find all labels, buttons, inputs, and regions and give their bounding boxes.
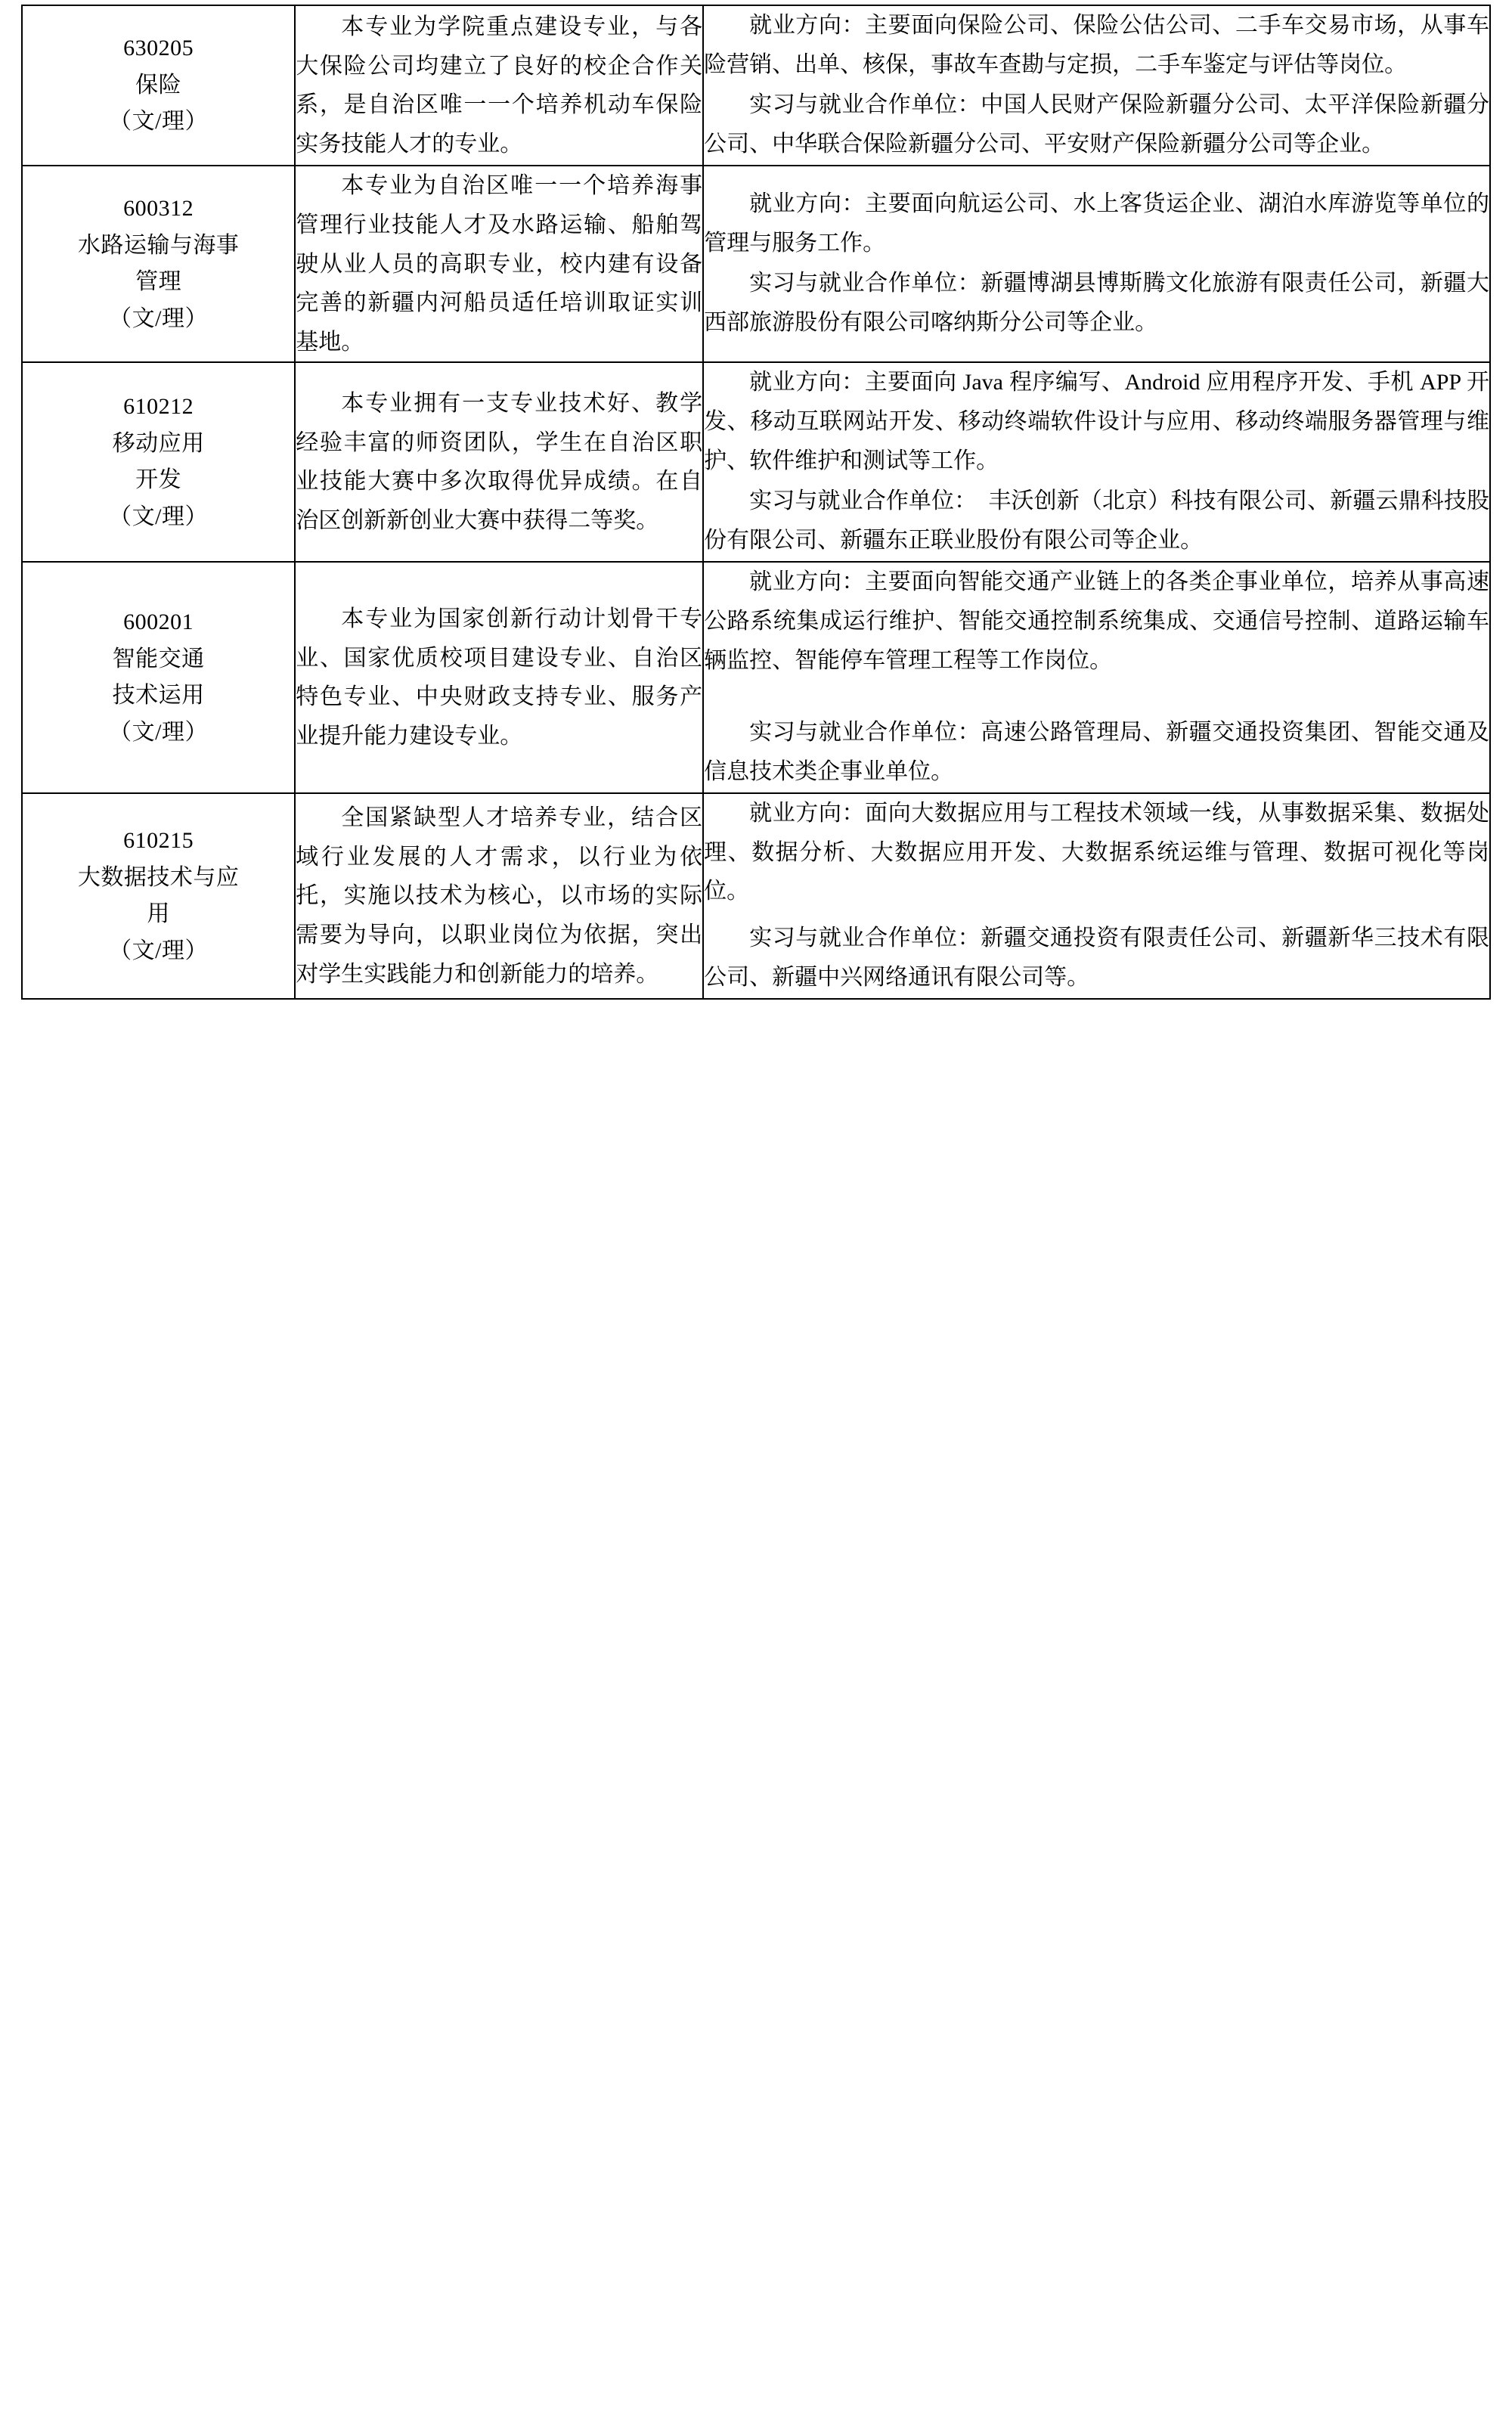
major-name-line-2: 开发 — [135, 467, 182, 493]
employment-partners: 实习与就业合作单位：中国人民财产保险新疆分公司、太平洋保险新疆分公司、中华联合保险新疆分公司、平安财产保险新疆分公司等企业。 — [704, 92, 1489, 157]
table-row — [22, 362, 1490, 562]
major-feature-cell — [295, 362, 703, 562]
major-category-line: （文/理） — [109, 504, 209, 529]
employment-direction: 就业方向：主要面向 Java 程序编写、Android 应用程序开发、手机 APP 开发、移动互联网站开发、移动终端软件设计与应用、移动终端服务器管理与维护、软件维护和测试等工作。 — [704, 370, 1489, 473]
major-category-line: （文/理） — [109, 305, 209, 331]
major-employment-cell — [703, 166, 1490, 362]
major-name-line: 大数据技术与应 — [77, 864, 240, 890]
major-code-cell — [22, 793, 295, 999]
major-code-line: 610215 — [123, 828, 194, 854]
employment-direction: 就业方向：主要面向智能交通产业链上的各类企事业单位，培养从事高速公路系统集成运行维护、智能交通控制系统集成、交通信号控制、道路运输车辆监控、智能停车管理工程等工作岗位。 — [704, 569, 1489, 673]
major-feature-cell — [295, 5, 703, 166]
table-row — [22, 5, 1490, 166]
major-employment-cell — [703, 793, 1490, 999]
major-feature-cell — [295, 793, 703, 999]
major-name-line: 水路运输与海事 — [77, 232, 240, 258]
major-category-line: （文/理） — [109, 719, 209, 745]
major-feature-text: 本专业为国家创新行动计划骨干专业、国家优质校项目建设专业、自治区特色专业、中央财政支持专业、服务产业提升能力建设专业。 — [296, 606, 703, 749]
major-employment-cell — [703, 562, 1490, 793]
major-name-line: 移动应用 — [112, 430, 205, 456]
major-name-line-2: 管理 — [135, 269, 182, 295]
major-name-line-2: 技术运用 — [112, 683, 205, 709]
employment-partners: 实习与就业合作单位：高速公路管理局、新疆交通投资集团、智能交通及信息技术类企事业单位。 — [704, 720, 1489, 784]
major-category-line: （文/理） — [109, 938, 209, 963]
major-code-line: 610212 — [123, 394, 194, 420]
major-code-cell — [22, 562, 295, 793]
major-feature-cell — [295, 562, 703, 793]
employment-partners: 实习与就业合作单位：新疆交通投资有限责任公司、新疆新华三技术有限公司、新疆中兴网络通讯有限公司等。 — [704, 926, 1489, 990]
employment-partners: 实习与就业合作单位： 丰沃创新（北京）科技有限公司、新疆云鼎科技股份有限公司、新疆东正联业股份有限公司等企业。 — [704, 488, 1489, 553]
employment-partners: 实习与就业合作单位：新疆博湖县博斯腾文化旅游有限责任公司，新疆大西部旅游股份有限公司喀纳斯分公司等企业。 — [704, 271, 1489, 335]
table-body — [22, 5, 1490, 999]
major-name-line: 保险 — [135, 72, 182, 98]
major-code-cell — [22, 166, 295, 362]
document-page — [0, 0, 1512, 1015]
table-row — [22, 562, 1490, 793]
major-code-line: 630205 — [123, 36, 194, 61]
major-code-line: 600201 — [123, 609, 194, 635]
major-name-line-2: 用 — [147, 901, 170, 927]
major-feature-text: 本专业拥有一支专业技术好、教学经验丰富的师资团队，学生在自治区职业技能大赛中多次取得优异成绩。在自治区创新新创业大赛中获得二等奖。 — [296, 391, 703, 533]
major-employment-cell — [703, 362, 1490, 562]
major-employment-cell — [703, 5, 1490, 166]
employment-direction: 就业方向：面向大数据应用与工程技术领域一线，从事数据采集、数据处理、数据分析、大数据应用开发、大数据系统运维与管理、数据可视化等岗位。 — [704, 801, 1489, 904]
major-feature-cell — [295, 166, 703, 362]
employment-direction: 就业方向：主要面向航运公司、水上客货运企业、湖泊水库游览等单位的管理与服务工作。 — [704, 191, 1489, 256]
major-code-cell — [22, 362, 295, 562]
major-code-line: 600312 — [123, 196, 194, 222]
major-feature-text: 本专业为自治区唯一一个培养海事管理行业技能人才及水路运输、船舶驾驶从业人员的高职专业，校内建有设备完善的新疆内河船员适任培训取证实训基地。 — [296, 173, 703, 355]
table-row — [22, 793, 1490, 999]
employment-direction: 就业方向：主要面向保险公司、保险公估公司、二手车交易市场，从事车险营销、出单、核保，事故车查勘与定损，二手车鉴定与评估等岗位。 — [704, 13, 1489, 77]
major-name-line: 智能交通 — [112, 646, 205, 671]
major-category-line: （文/理） — [109, 109, 209, 135]
majors-table — [21, 5, 1491, 1000]
major-feature-text: 本专业为学院重点建设专业，与各大保险公司均建立了良好的校企合作关系，是自治区唯一一个培养机动车保险实务技能人才的专业。 — [296, 14, 703, 157]
major-code-cell — [22, 5, 295, 166]
table-row — [22, 166, 1490, 362]
major-feature-text: 全国紧缺型人才培养专业，结合区域行业发展的人才需求，以行业为依托，实施以技术为核心，以市场的实际需要为导向，以职业岗位为依据，突出对学生实践能力和创新能力的培养。 — [296, 805, 703, 987]
